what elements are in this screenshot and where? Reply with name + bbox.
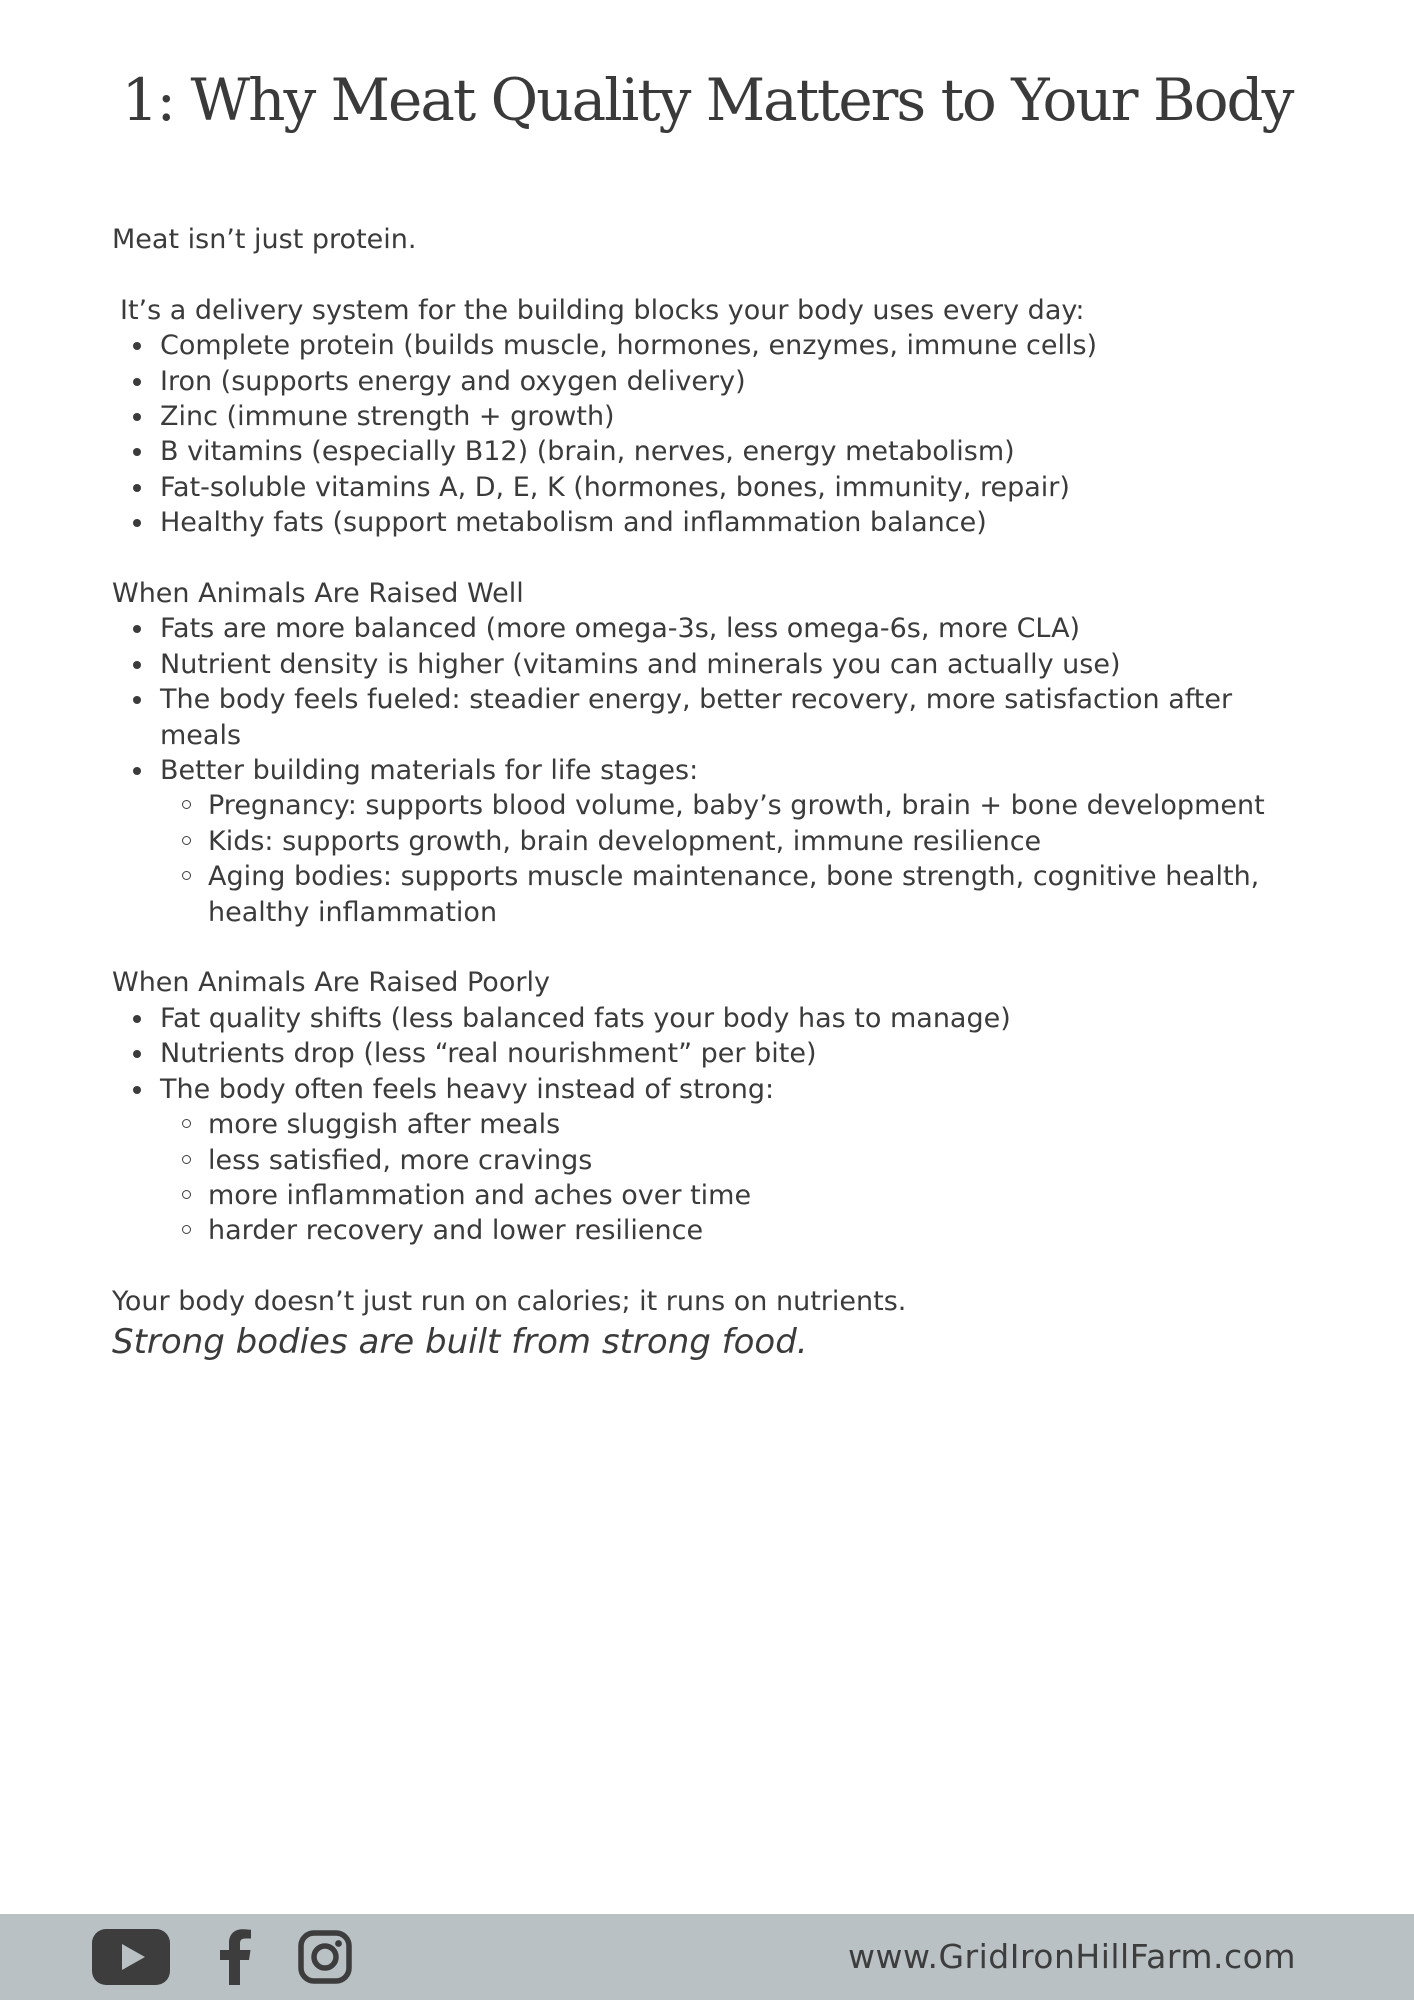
instagram-icon[interactable] bbox=[298, 1914, 352, 2000]
sub-list-item: more inflammation and aches over time bbox=[208, 1178, 1302, 1213]
list-item: Fats are more balanced (more omega-3s, less omega-6s, more CLA) bbox=[160, 611, 1302, 646]
facebook-icon[interactable] bbox=[218, 1914, 252, 2000]
list-item: Nutrients drop (less “real nourishment” per bite) bbox=[160, 1036, 1302, 1071]
list-item: B vitamins (especially B12) (brain, nerves, energy metabolism) bbox=[160, 434, 1302, 469]
raised-well-list bbox=[112, 611, 1302, 930]
raised-well-heading: When Animals Are Raised Well bbox=[112, 578, 524, 610]
list-item: Zinc (immune strength + growth) bbox=[160, 399, 1302, 434]
raised-poorly-list bbox=[112, 1001, 1302, 1249]
youtube-icon[interactable] bbox=[92, 1914, 170, 2000]
intro-delivery: It’s a delivery system for the building blocks your body uses every day: bbox=[120, 294, 1085, 326]
sub-list-item: more sluggish after meals bbox=[208, 1107, 1302, 1142]
sub-list-item: Aging bodies: supports muscle maintenance, bone strength, cognitive health, healthy inflammation bbox=[208, 859, 1302, 930]
list-item: Healthy fats (support metabolism and inflammation balance) bbox=[160, 505, 1302, 540]
list-item bbox=[160, 1072, 1302, 1249]
sub-list-item: harder recovery and lower resilience bbox=[208, 1213, 1302, 1248]
list-item: Nutrient density is higher (vitamins and minerals you can actually use) bbox=[160, 647, 1302, 682]
summary-text: Your body doesn’t just run on calories; it runs on nutrients. bbox=[112, 1286, 907, 1318]
list-item-label: Better building materials for life stages: bbox=[160, 755, 699, 787]
sub-list-item: Kids: supports growth, brain development, immune resilience bbox=[208, 824, 1302, 859]
symptoms-list bbox=[160, 1107, 1302, 1249]
main-content bbox=[112, 222, 1302, 1364]
raised-poorly-heading: When Animals Are Raised Poorly bbox=[112, 967, 550, 999]
list-item bbox=[160, 753, 1302, 930]
footer-bar bbox=[0, 1914, 1414, 2000]
sub-list-item: Pregnancy: supports blood volume, baby’s growth, brain + bone development bbox=[208, 788, 1302, 823]
page-title: 1: Why Meat Quality Matters to Your Body bbox=[121, 66, 1293, 134]
sub-list-item: less satisfied, more cravings bbox=[208, 1143, 1302, 1178]
list-item: Fat-soluble vitamins A, D, E, K (hormones, bones, immunity, repair) bbox=[160, 470, 1302, 505]
list-item: Complete protein (builds muscle, hormones, enzymes, immune cells) bbox=[160, 328, 1302, 363]
website-link[interactable]: www.GridIronHillFarm.com bbox=[848, 1937, 1296, 1976]
intro-lead: Meat isn’t just protein. bbox=[112, 224, 417, 255]
life-stages-list bbox=[160, 788, 1302, 930]
list-item: Iron (supports energy and oxygen delivery) bbox=[160, 364, 1302, 399]
list-item: Fat quality shifts (less balanced fats your body has to manage) bbox=[160, 1001, 1302, 1036]
nutrient-list bbox=[112, 328, 1302, 540]
closing-statement: Strong bodies are built from strong food. bbox=[112, 1321, 808, 1362]
list-item: The body feels fueled: steadier energy, better recovery, more satisfaction after meals bbox=[160, 682, 1302, 753]
list-item-label: The body often feels heavy instead of strong: bbox=[160, 1073, 775, 1105]
